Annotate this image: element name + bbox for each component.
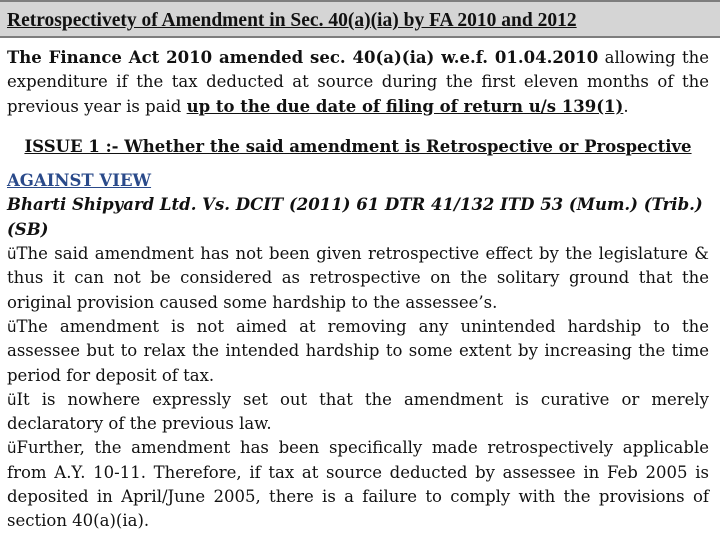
point-4-text: Further, the amendment has been specifically made retrospectively applicable from A.Y. 10-11. Therefore, if tax at source deducted by assessee in Feb 2005 is deposited in April/June 2005, there is a failure to comply with the provisions of section 40(a)(ia). — [7, 438, 709, 531]
against-view-heading: AGAINST VIEW — [7, 171, 152, 191]
issue-heading: ISSUE 1 :- Whether the said amendment is Retrospective or Prospective — [24, 136, 692, 156]
checkmark-icon: ü — [7, 245, 17, 264]
case-citation: Bharti Shipyard Ltd. Vs. DCIT (2011) 61 DTR 41/132 ITD 53 (Mum.) (Trib.)(SB) — [7, 195, 703, 239]
checkmark-icon: ü — [7, 390, 17, 409]
point-4 — [7, 436, 709, 533]
point-2 — [7, 315, 709, 388]
point-1 — [7, 242, 709, 315]
intro-underlined-text: up to the due date of filing of return u/s 139(1) — [186, 96, 624, 116]
intro-end: . — [623, 96, 629, 116]
checkmark-icon: ü — [7, 439, 17, 458]
point-1-text: The said amendment has not been given retrospective effect by the legislature & thus it can not be considered as retrospective on the solitary ground that the original provision caused some hardship to the assessee’s. — [7, 244, 709, 312]
slide-title: Retrospectivety of Amendment in Sec. 40(a)(ia) by FA 2010 and 2012 — [0, 0, 720, 38]
checkmark-icon: ü — [7, 317, 17, 336]
point-3 — [7, 388, 709, 437]
intro-text: allowing the expenditure if the tax deducted at source during the first eleven months of the previous year is paid — [7, 48, 709, 116]
point-2-text: The amendment is not aimed at removing any unintended hardship to the assessee but to relax the intended hardship to some extent by increasing the time period for deposit of tax. — [7, 316, 709, 385]
intro-paragraph — [7, 46, 709, 119]
intro-bold-text: The Finance Act 2010 amended sec. 40(a)(ia) w.e.f. 01.04.2010 — [7, 48, 599, 67]
slide-body — [7, 46, 709, 534]
point-3-text: It is nowhere expressly set out that the amendment is curative or merely declaratory of the previous law. — [7, 389, 709, 434]
